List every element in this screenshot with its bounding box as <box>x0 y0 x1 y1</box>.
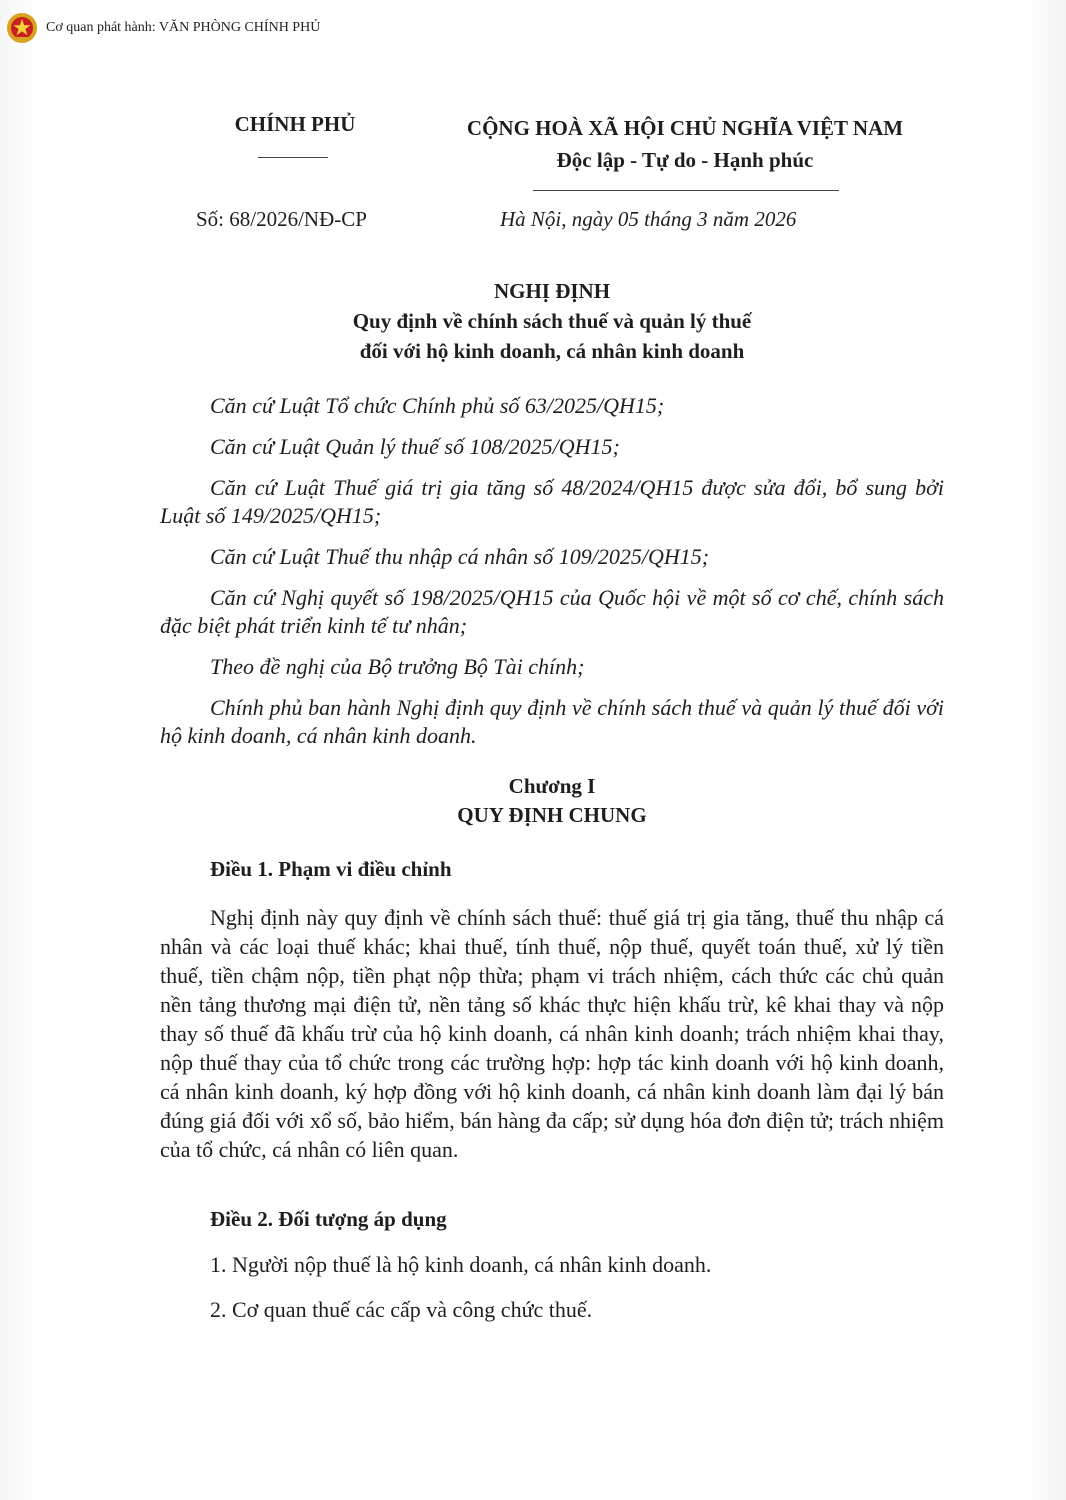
document-type: NGHỊ ĐỊNH <box>493 279 611 303</box>
header-left-divider <box>258 157 328 158</box>
basis-item: Theo đề nghị của Bộ trưởng Bộ Tài chính; <box>210 654 585 679</box>
place-date: Hà Nội, ngày 05 tháng 3 năm 2026 <box>500 207 797 231</box>
document-number: Số: 68/2026/NĐ-CP <box>196 207 367 231</box>
basis-item: Căn cứ Nghị quyết số 198/2025/QH15 của Quốc hội về một số cơ chế, chính sách đặc biệt phát triển kinh tế tư nhân; <box>160 585 944 638</box>
basis-item: Căn cứ Luật Quản lý thuế số 108/2025/QH15; <box>210 434 620 459</box>
issuer-bar <box>6 12 320 44</box>
basis-item: Chính phủ ban hành Nghị định quy định về chính sách thuế và quản lý thuế đối với hộ kinh doanh, cá nhân kinh doanh. <box>160 695 944 748</box>
legal-basis <box>160 392 944 763</box>
article-2-heading: Điều 2. Đối tượng áp dụng <box>210 1207 447 1231</box>
national-emblem-icon <box>6 12 38 44</box>
article-2-item: 2. Cơ quan thuế các cấp và công chức thuế. <box>210 1297 593 1322</box>
national-title-block <box>430 112 940 176</box>
title-line-2: đối với hộ kinh doanh, cá nhân kinh doanh <box>359 339 745 363</box>
basis-item: Căn cứ Luật Thuế thu nhập cá nhân số 109/2025/QH15; <box>210 544 710 569</box>
article-1-heading: Điều 1. Phạm vi điều chỉnh <box>210 857 452 881</box>
basis-item: Căn cứ Luật Thuế giá trị gia tăng số 48/2024/QH15 được sửa đổi, bổ sung bởi Luật số 149/2025/QH15; <box>160 475 944 528</box>
issuing-organization: CHÍNH PHỦ <box>234 112 356 136</box>
basis-item: Căn cứ Luật Tổ chức Chính phủ số 63/2025/QH15; <box>210 393 665 418</box>
national-title: CỘNG HOÀ XÃ HỘI CHỦ NGHĨA VIỆT NAM <box>466 116 904 140</box>
issuer-label: Cơ quan phát hành: VĂN PHÒNG CHÍNH PHỦ <box>46 20 321 35</box>
article-1-text: Nghị định này quy định về chính sách thuế: thuế giá trị gia tăng, thuế thu nhập cá nhân và các loại thuế khác; khai thuế, tính thuế, nộp thuế, quyết toán thuế, xử lý tiền thuế, tiền chậm nộp, tiền phạt nộp thừa; phạm vi trách nhiệm, cách thức các chủ quản nền tảng thương mại điện tử, nền tảng số khác thực hiện khấu trừ, kê khai thay và nộp thay số thuế đã khấu trừ của hộ kinh doanh, cá nhân kinh doanh; trách nhiệm khai thay, nộp thuế thay của tổ chức trong các trường hợp: hợp tác kinh doanh với hộ kinh doanh, cá nhân kinh doanh, ký hợp đồng với hộ kinh doanh, cá nhân kinh doanh làm đại lý bán đúng giá đối với xổ số, bảo hiểm, bán hàng đa cấp; sử dụng hóa đơn điện tử; trách nhiệm của tổ chức, cá nhân có liên quan. <box>160 905 944 1162</box>
national-motto: Độc lập - Tự do - Hạnh phúc <box>556 148 814 172</box>
title-line-1: Quy định về chính sách thuế và quản lý thuế <box>352 309 752 333</box>
chapter-heading <box>160 772 944 830</box>
article-2-item: 1. Người nộp thuế là hộ kinh doanh, cá nhân kinh doanh. <box>210 1252 712 1277</box>
document-title <box>160 276 944 366</box>
chapter-name: QUY ĐỊNH CHUNG <box>457 803 647 827</box>
chapter-number: Chương I <box>508 774 596 798</box>
header-right-divider <box>533 190 839 191</box>
